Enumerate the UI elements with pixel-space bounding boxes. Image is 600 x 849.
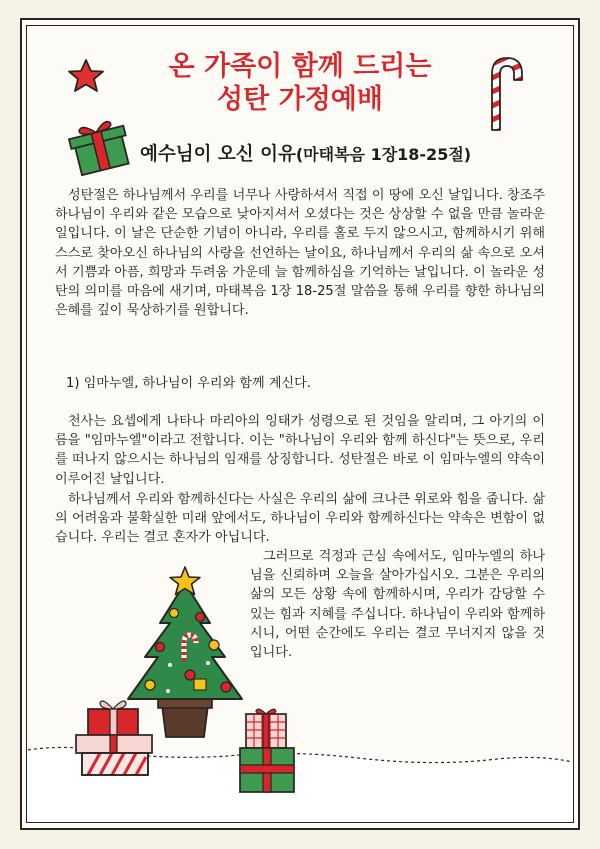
section-title: [140, 140, 471, 166]
title-line-2: 성탄 가정예배: [217, 84, 383, 115]
page-title: [120, 50, 480, 116]
intro-paragraph: 성탄절은 하나님께서 우리를 너무나 사랑하셔서 직접 이 땅에 오신 날입니다. 창조주 하나님이 우리와 같은 모습으로 낮아지셔서 오셨다는 것은 상상할 수 없을 만큼 놀라운 일입니다. 이 날은 단순한 기념이 아니라, 우리를 홀로 두지 않으시고, 함께하시기 위해 스스로 찾아오신 하나님의 사랑을 선언하는 날이요, 하나님께서 우리의 삶 속으로 오셔서 기쁨과 아픔, 희망과 두려움 가운데 늘 함께하심을 기억하는 날입니다. 이 놀라운 성탄의 의미를 마음에 새기며, 마태복음 1장 18-25절 말씀을 통해 우리를 향한 하나님의 은혜를 깊이 묵상하기를 원합니다.: [55, 188, 545, 319]
title-line-1: 온 가족이 함께 드리는: [168, 51, 432, 82]
paragraph-4: 그러므로 걱정과 근심 속에서도, 임마누엘의 하나님을 신뢰하며 오늘을 살아가십시오. 그분은 우리의 삶의 모든 상황 속에 함께하시며, 우리가 감당할 수 있는 힘과 지혜를 주십니다. 하나님이 우리와 함께하시니, 어떤 순간에도 우리는 결코 무너지지 않을 것입니다.: [250, 549, 545, 661]
gift-icon: [66, 118, 134, 174]
candy-cane-icon: [478, 52, 534, 134]
paragraph-2: 천사는 요셉에게 나타나 마리아의 잉태가 성령으로 된 것임을 알리며, 그 아기의 이름을 "임마누엘"이라고 전합니다. 이는 "하나님이 우리와 함께 하신다"는 뜻으로, 우리를 떠나지 않으시는 하나님의 임재를 상징합니다. 성탄절은 바로 이 임마누엘의 약속이 이루어진 날입니다.: [55, 414, 545, 487]
point-heading-1: 1) 임마누엘, 하나님이 우리와 함께 계신다.: [66, 376, 311, 391]
section-title-main: 예수님이 오신 이유: [140, 144, 296, 165]
section-title-ref: (마태복음 1장18-25절): [295, 145, 472, 164]
paragraph-3: 하나님께서 우리와 함께하신다는 사실은 우리의 삶에 크나큰 위로와 힘을 줍니다. 삶의 어려움과 불확실한 미래 앞에서도, 하나님이 우리와 함께하신다는 약속은 변함이 없습니다. 우리는 결코 혼자가 아닙니다.: [55, 492, 545, 546]
star-icon: [66, 58, 106, 94]
gift-boxes-right-icon: [232, 708, 302, 798]
gift-boxes-icon: [70, 697, 160, 779]
